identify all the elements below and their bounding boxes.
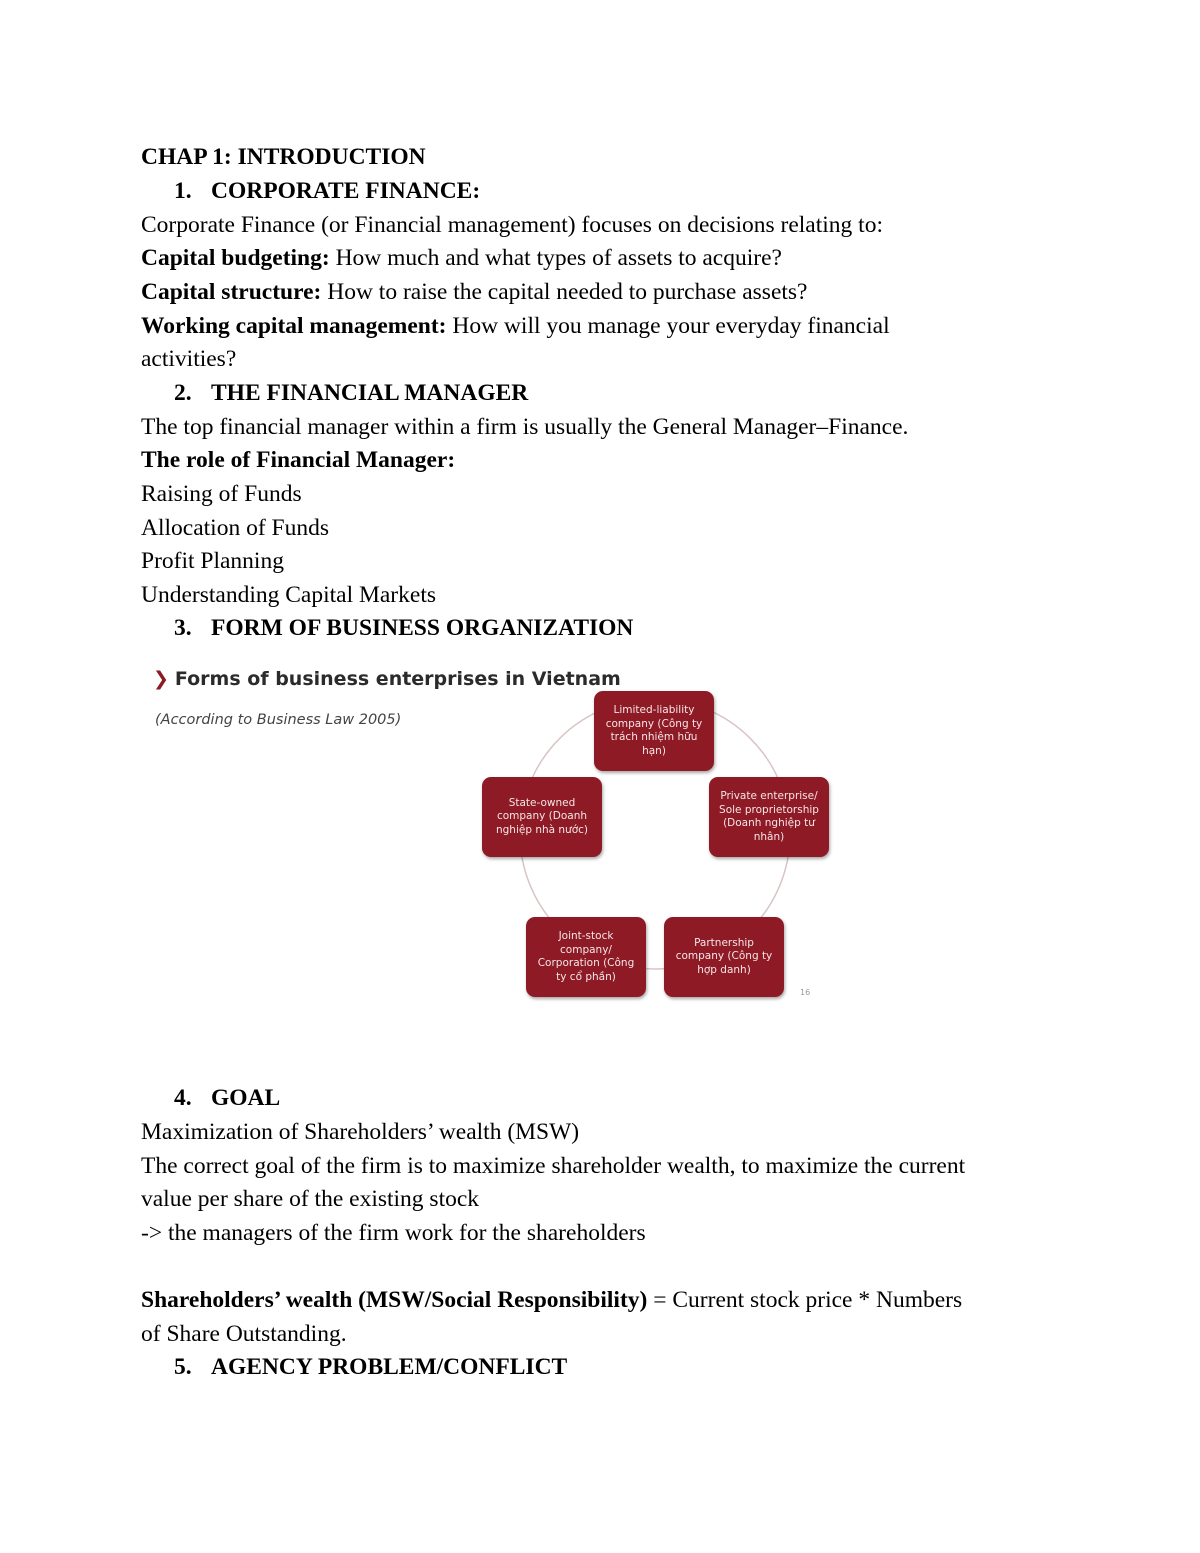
section-heading-2: 2. THE FINANCIAL MANAGER	[174, 380, 529, 406]
role-heading: The role of Financial Manager:	[141, 447, 456, 473]
section-heading-4: 4. GOAL	[174, 1085, 281, 1111]
goal-line-4: -> the managers of the firm work for the shareholders	[141, 1220, 646, 1246]
chapter-title: CHAP 1: INTRODUCTION	[141, 144, 426, 170]
financial-manager-intro: The top financial manager within a firm is usually the General Manager–Finance.	[141, 414, 909, 440]
role-item: Understanding Capital Markets	[141, 582, 436, 608]
goal-line-2: The correct goal of the firm is to maximize shareholder wealth, to maximize the current	[141, 1153, 966, 1179]
formula-line-cont: of Share Outstanding.	[141, 1321, 347, 1347]
business-forms-figure	[145, 662, 825, 1007]
goal-line-1: Maximization of Shareholders’ wealth (MSW)	[141, 1119, 580, 1145]
section-heading-1: 1. CORPORATE FINANCE:	[174, 178, 481, 204]
section-heading-5: 5. AGENCY PROBLEM/CONFLICT	[174, 1354, 568, 1380]
goal-line-3: value per share of the existing stock	[141, 1186, 480, 1212]
capital-structure-line: Capital structure: How to raise the capital needed to purchase assets?	[141, 279, 808, 305]
section-heading-3: 3. FORM OF BUSINESS ORGANIZATION	[174, 615, 634, 641]
corporate-finance-intro: Corporate Finance (or Financial management) focuses on decisions relating to:	[141, 212, 883, 238]
chevron-right-icon: ❯	[153, 668, 169, 690]
formula-line: Shareholders’ wealth (MSW/Social Responsibility) = Current stock price * Numbers	[141, 1287, 963, 1313]
working-capital-line: Working capital management: How will you manage your everyday financial	[141, 313, 890, 339]
role-item: Allocation of Funds	[141, 515, 329, 541]
role-item: Profit Planning	[141, 548, 284, 574]
role-item: Raising of Funds	[141, 481, 302, 507]
capital-budgeting-line: Capital budgeting: How much and what types of assets to acquire?	[141, 245, 782, 271]
figure-page-mark: 16	[800, 988, 811, 997]
box-state-owned: State-owned company (Doanh nghiệp nhà nước)	[482, 777, 602, 857]
box-joint-stock: Joint-stock company/ Corporation (Công ty cổ phần)	[526, 917, 646, 997]
working-capital-line-cont: activities?	[141, 346, 237, 372]
figure-title: ❯ Forms of business enterprises in Vietnam	[153, 668, 621, 690]
box-limited-liability: Limited-liability company (Công ty trách nhiệm hữu hạn)	[594, 691, 714, 771]
box-partnership: Partnership company (Công ty hợp danh)	[664, 917, 784, 997]
figure-subtitle: (According to Business Law 2005)	[155, 712, 402, 728]
box-private-enterprise: Private enterprise/ Sole proprietorship (Doanh nghiệp tư nhân)	[709, 777, 829, 857]
